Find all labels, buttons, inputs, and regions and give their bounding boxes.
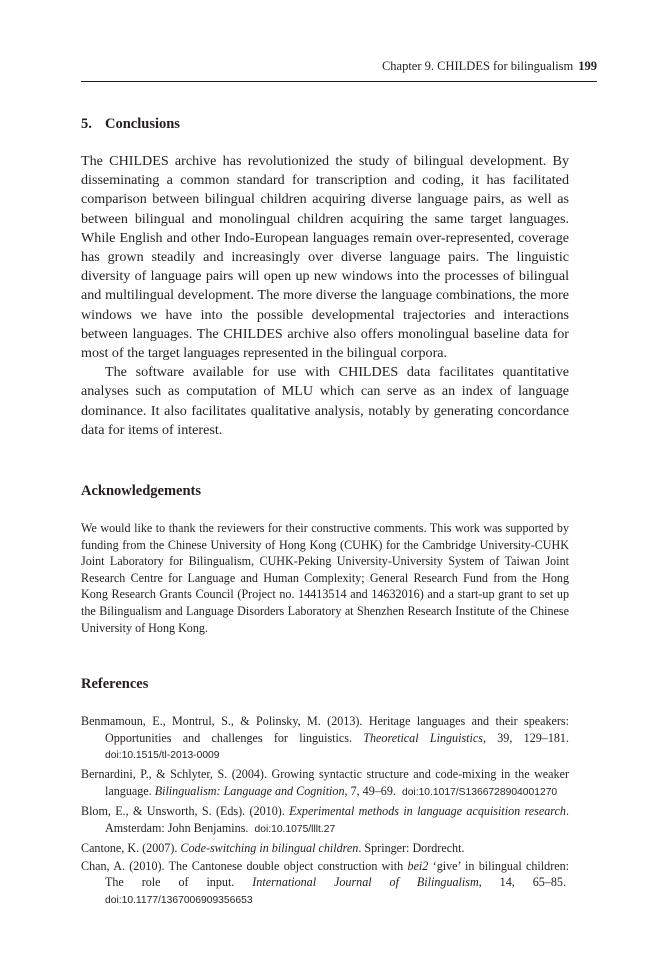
doi-link[interactable]: doi:10.1515/tl-2013-0009 [105, 750, 220, 762]
acknowledgements-text: We would like to thank the reviewers for their constructive comments. This work was supported by funding from the Chinese University of Hong Kong (CUHK) for the Cambridge University-CUHK Joint Laboratory for Bilingualism, CUHK-Peking University-University System of Taiwan Joint Research Centre for Language and Human Complexity; General Research Fund from the Hong Kong Research Grants Council (Project no. 14413514 and 14632016) and a start-up grant to set up the Bilingualism and Language Disorders Laboratory at Shenzhen Research Institute of the Chinese University of Hong Kong. [81, 521, 569, 635]
doi-link[interactable]: doi:10.1177/1367006909356653 [105, 894, 253, 906]
page-number: 199 [578, 59, 597, 73]
acknowledgements-heading: Acknowledgements [81, 483, 202, 499]
paragraph: The software available for use with CHILDES data facilitates quantitative analyses such as computation of MLU which can serve as an index of language dominance. It also facilitates qualitative analysis, notably by generating concordance data for items of interest. [81, 364, 569, 438]
reference-item: Blom, E., & Unsworth, S. (Eds). (2010). Experimental methods in language acquisition research. Amsterdam: John Benjamins. doi:10.1075/lllt.27 [81, 803, 569, 835]
reference-item: Cantone, K. (2007). Code-switching in bilingual children. Springer: Dordrecht. [81, 840, 465, 855]
reference-item: Benmamoun, E., Montrul, S., & Polinsky, M. (2013). Heritage languages and their speakers: Opportunities and challenges for linguistics. Theoretical Linguistics, 39, 129–181. doi:10.1515/tl-2013-0009 [81, 714, 570, 762]
running-header [81, 58, 597, 74]
running-title: Chapter 9. CHILDES for bilingualism [381, 59, 574, 73]
section-title: Conclusions [105, 116, 180, 132]
doi-link[interactable]: doi:10.1017/S1366728904001270 [401, 786, 558, 798]
reference-item: Bernardini, P., & Schlyter, S. (2004). Growing syntactic structure and code-mixing in the weaker language. Bilingualism: Language and Cognition, 7, 49–69. doi:10.1017/S1366728904001270 [81, 767, 569, 798]
paragraph: The CHILDES archive has revolutionized the study of bilingual development. By disseminating a common standard for transcription and coding, it has facilitated comparison between bilingual children acquiring diverse language pairs, as well as between bilingual and monolingual children acquiring the same target languages. While English and other Indo-European languages remain over-represented, coverage has grown steadily and increasingly over diverse language pairs. The linguistic diversity of language pairs will open up new windows into the processes of bilingual and multilingual development. The more diverse the language combinations, the more windows we have into the possible developmental trajectories and interactions between languages. The CHILDES archive also offers monolingual baseline data for most of the target languages represented in the bilingual corpora. [81, 153, 569, 362]
reference-list [81, 713, 569, 911]
doi-link[interactable]: doi:10.1075/lllt.27 [254, 823, 336, 835]
section-number: 5. [81, 116, 92, 132]
section-heading [81, 115, 180, 133]
header-rule [81, 81, 597, 82]
references-heading: References [81, 676, 149, 692]
conclusions-body [81, 152, 569, 440]
reference-item: Chan, A. (2010). The Cantonese double object construction with bei2 ‘give’ in bilingual children: The role of input. International Journal of Bilingualism, 14, 65–85. doi:10.1177/1367006909356653 [81, 858, 569, 906]
